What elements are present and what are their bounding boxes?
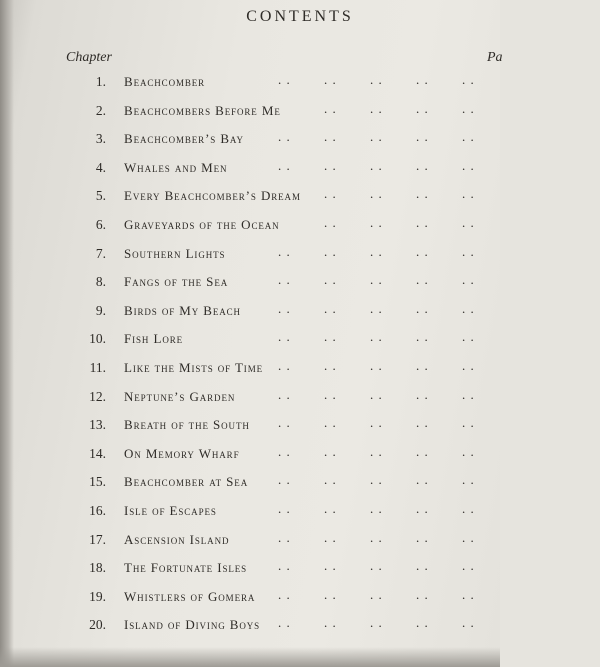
chapter-title: On Memory Wharf xyxy=(124,445,240,461)
leader-dots: . . xyxy=(278,243,291,259)
leader-dots: . . xyxy=(324,300,337,316)
leader-dots: . . xyxy=(278,529,291,545)
chapter-number: 7. xyxy=(95,245,106,261)
contents-entry xyxy=(0,411,500,440)
chapter-title: Whales and Men xyxy=(124,159,228,175)
leader-dots: . . xyxy=(370,443,383,459)
leader-dots: . . xyxy=(370,214,383,230)
chapter-number: 20. xyxy=(89,617,106,633)
leader-dots: . . xyxy=(370,329,383,345)
contents-entry xyxy=(0,211,500,240)
leader-dots: . . xyxy=(278,472,291,488)
leader-dots: . . xyxy=(416,415,429,431)
chapter-title: Fish Lore xyxy=(124,331,184,347)
leader-dots: . . xyxy=(370,243,383,259)
leader-dots: . . xyxy=(416,357,429,373)
chapter-title: Graveyards of the Ocean xyxy=(124,216,280,232)
page-column-label: Pa xyxy=(487,50,503,65)
contents-entry xyxy=(0,611,500,640)
leader-dots: . . xyxy=(278,357,291,373)
contents-entry xyxy=(0,240,500,269)
chapter-number: 18. xyxy=(89,560,106,576)
chapter-title: Isle of Escapes xyxy=(124,502,217,518)
leader-dots: . . xyxy=(324,558,337,574)
leader-dots: . . xyxy=(416,214,429,230)
leader-dots: . . xyxy=(416,300,429,316)
leader-dots: . . xyxy=(416,615,429,631)
chapter-title: Beachcomber at Sea xyxy=(124,474,249,490)
leader-dots: . . xyxy=(370,472,383,488)
contents-heading: CONTENTS xyxy=(246,8,354,25)
leader-dots: . . xyxy=(416,157,429,173)
leader-dots: . . xyxy=(416,586,429,602)
chapter-title: Ascension Island xyxy=(124,531,230,547)
leader-dots: . . xyxy=(278,586,291,602)
leader-dots: . . xyxy=(462,386,475,402)
leader-dots: . . xyxy=(462,243,475,259)
chapter-title: Breath of the South xyxy=(124,417,250,433)
leader-dots: . . xyxy=(370,415,383,431)
leader-dots: . . xyxy=(416,472,429,488)
leader-dots: . . xyxy=(462,415,475,431)
leader-dots: . . xyxy=(462,500,475,516)
chapter-number: 9. xyxy=(95,302,106,318)
leader-dots: . . xyxy=(278,157,291,173)
chapter-number: 17. xyxy=(89,531,106,547)
leader-dots: . . xyxy=(370,272,383,288)
leader-dots: . . xyxy=(416,443,429,459)
contents-list xyxy=(0,68,500,640)
leader-dots: . . xyxy=(416,386,429,402)
leader-dots: . . xyxy=(416,129,429,145)
contents-entry xyxy=(0,526,500,555)
leader-dots: . . xyxy=(324,415,337,431)
leader-dots: . . xyxy=(416,72,429,87)
leader-dots: . . xyxy=(370,72,383,87)
chapter-number: 6. xyxy=(95,216,106,232)
chapter-number: 12. xyxy=(89,388,106,404)
leader-dots: . . xyxy=(278,72,291,87)
leader-dots: . . xyxy=(462,472,475,488)
leader-dots: . . xyxy=(324,272,337,288)
leader-dots: . . xyxy=(278,500,291,516)
contents-entry xyxy=(0,97,500,126)
leader-dots: . . xyxy=(416,272,429,288)
contents-entry xyxy=(0,583,500,612)
leader-dots: . . xyxy=(462,129,475,145)
leader-dots: . . xyxy=(370,586,383,602)
chapter-number: 2. xyxy=(95,102,106,118)
leader-dots: . . xyxy=(462,615,475,631)
chapter-number: 1. xyxy=(95,74,106,89)
leader-dots: . . xyxy=(370,386,383,402)
leader-dots: . . xyxy=(462,329,475,345)
leader-dots: . . xyxy=(278,129,291,145)
chapter-title: The Fortunate Isles xyxy=(124,560,248,576)
chapter-title: Island of Diving Boys xyxy=(124,617,261,633)
leader-dots: . . xyxy=(370,558,383,574)
leader-dots: . . xyxy=(324,157,337,173)
leader-dots: . . xyxy=(416,243,429,259)
leader-dots: . . xyxy=(462,558,475,574)
chapter-number: 10. xyxy=(89,331,106,347)
chapter-title: Like the Mists of Time xyxy=(124,359,264,375)
contents-entry xyxy=(0,125,500,154)
leader-dots: . . xyxy=(370,157,383,173)
leader-dots: . . xyxy=(370,300,383,316)
contents-entry xyxy=(0,268,500,297)
leader-dots: . . xyxy=(462,300,475,316)
leader-dots: . . xyxy=(462,157,475,173)
leader-dots: . . xyxy=(278,386,291,402)
leader-dots: . . xyxy=(324,357,337,373)
leader-dots: . . xyxy=(278,300,291,316)
leader-dots: . . xyxy=(416,100,429,116)
chapter-number: 3. xyxy=(95,131,106,147)
contents-entry xyxy=(0,182,500,211)
leader-dots: . . xyxy=(324,615,337,631)
leader-dots: . . xyxy=(462,443,475,459)
leader-dots: . . xyxy=(370,615,383,631)
leader-dots: . . xyxy=(324,586,337,602)
leader-dots: . . xyxy=(370,129,383,145)
leader-dots: . . xyxy=(324,386,337,402)
chapter-title: Whistlers of Gomera xyxy=(124,588,256,604)
leader-dots: . . xyxy=(370,100,383,116)
contents-entry xyxy=(0,154,500,183)
leader-dots: . . xyxy=(324,472,337,488)
leader-dots: . . xyxy=(278,415,291,431)
contents-entry xyxy=(0,497,500,526)
contents-entry xyxy=(0,297,500,326)
leader-dots: . . xyxy=(324,100,337,116)
leader-dots: . . xyxy=(324,329,337,345)
leader-dots: . . xyxy=(462,72,475,87)
chapter-title: Birds of My Beach xyxy=(124,302,241,318)
chapter-title: Beachcombers Before Me xyxy=(124,102,281,118)
leader-dots: . . xyxy=(324,72,337,87)
leader-dots: . . xyxy=(278,558,291,574)
leader-dots: . . xyxy=(370,357,383,373)
chapter-number: 19. xyxy=(89,588,106,604)
chapter-number: 8. xyxy=(95,274,106,290)
contents-entry xyxy=(0,468,500,497)
leader-dots: . . xyxy=(324,186,337,202)
leader-dots: . . xyxy=(462,272,475,288)
leader-dots: . . xyxy=(462,186,475,202)
leader-dots: . . xyxy=(278,329,291,345)
chapter-title: Neptune’s Garden xyxy=(124,388,236,404)
contents-entry xyxy=(0,440,500,469)
chapter-title: Every Beachcomber’s Dream xyxy=(124,188,301,204)
chapter-number: 5. xyxy=(95,188,106,204)
leader-dots: . . xyxy=(324,129,337,145)
leader-dots: . . xyxy=(416,329,429,345)
chapter-title: Fangs of the Sea xyxy=(124,274,229,290)
contents-entry xyxy=(0,383,500,412)
leader-dots: . . xyxy=(416,529,429,545)
leader-dots: . . xyxy=(416,558,429,574)
chapter-number: 13. xyxy=(89,417,106,433)
leader-dots: . . xyxy=(416,186,429,202)
contents-entry xyxy=(0,325,500,354)
leader-dots: . . xyxy=(324,500,337,516)
chapter-title: Beachcomber xyxy=(124,74,206,89)
leader-dots: . . xyxy=(462,529,475,545)
leader-dots: . . xyxy=(462,100,475,116)
chapter-title: Southern Lights xyxy=(124,245,226,261)
leader-dots: . . xyxy=(324,243,337,259)
leader-dots: . . xyxy=(324,443,337,459)
chapter-number: 16. xyxy=(89,502,106,518)
leader-dots: . . xyxy=(370,186,383,202)
page-bottom-shadow xyxy=(0,647,500,667)
leader-dots: . . xyxy=(324,214,337,230)
leader-dots: . . xyxy=(370,500,383,516)
contents-entry xyxy=(0,354,500,383)
contents-entry xyxy=(0,68,500,97)
chapter-number: 11. xyxy=(89,359,106,375)
leader-dots: . . xyxy=(324,529,337,545)
chapter-number: 15. xyxy=(89,474,106,490)
leader-dots: . . xyxy=(462,214,475,230)
chapter-column-label: Chapter xyxy=(66,50,112,65)
leader-dots: . . xyxy=(278,443,291,459)
leader-dots: . . xyxy=(278,615,291,631)
leader-dots: . . xyxy=(278,272,291,288)
leader-dots: . . xyxy=(462,357,475,373)
leader-dots: . . xyxy=(462,586,475,602)
contents-entry xyxy=(0,554,500,583)
chapter-number: 4. xyxy=(95,159,106,175)
leader-dots: . . xyxy=(416,500,429,516)
chapter-number: 14. xyxy=(89,445,106,461)
leader-dots: . . xyxy=(370,529,383,545)
chapter-title: Beachcomber’s Bay xyxy=(124,131,244,147)
